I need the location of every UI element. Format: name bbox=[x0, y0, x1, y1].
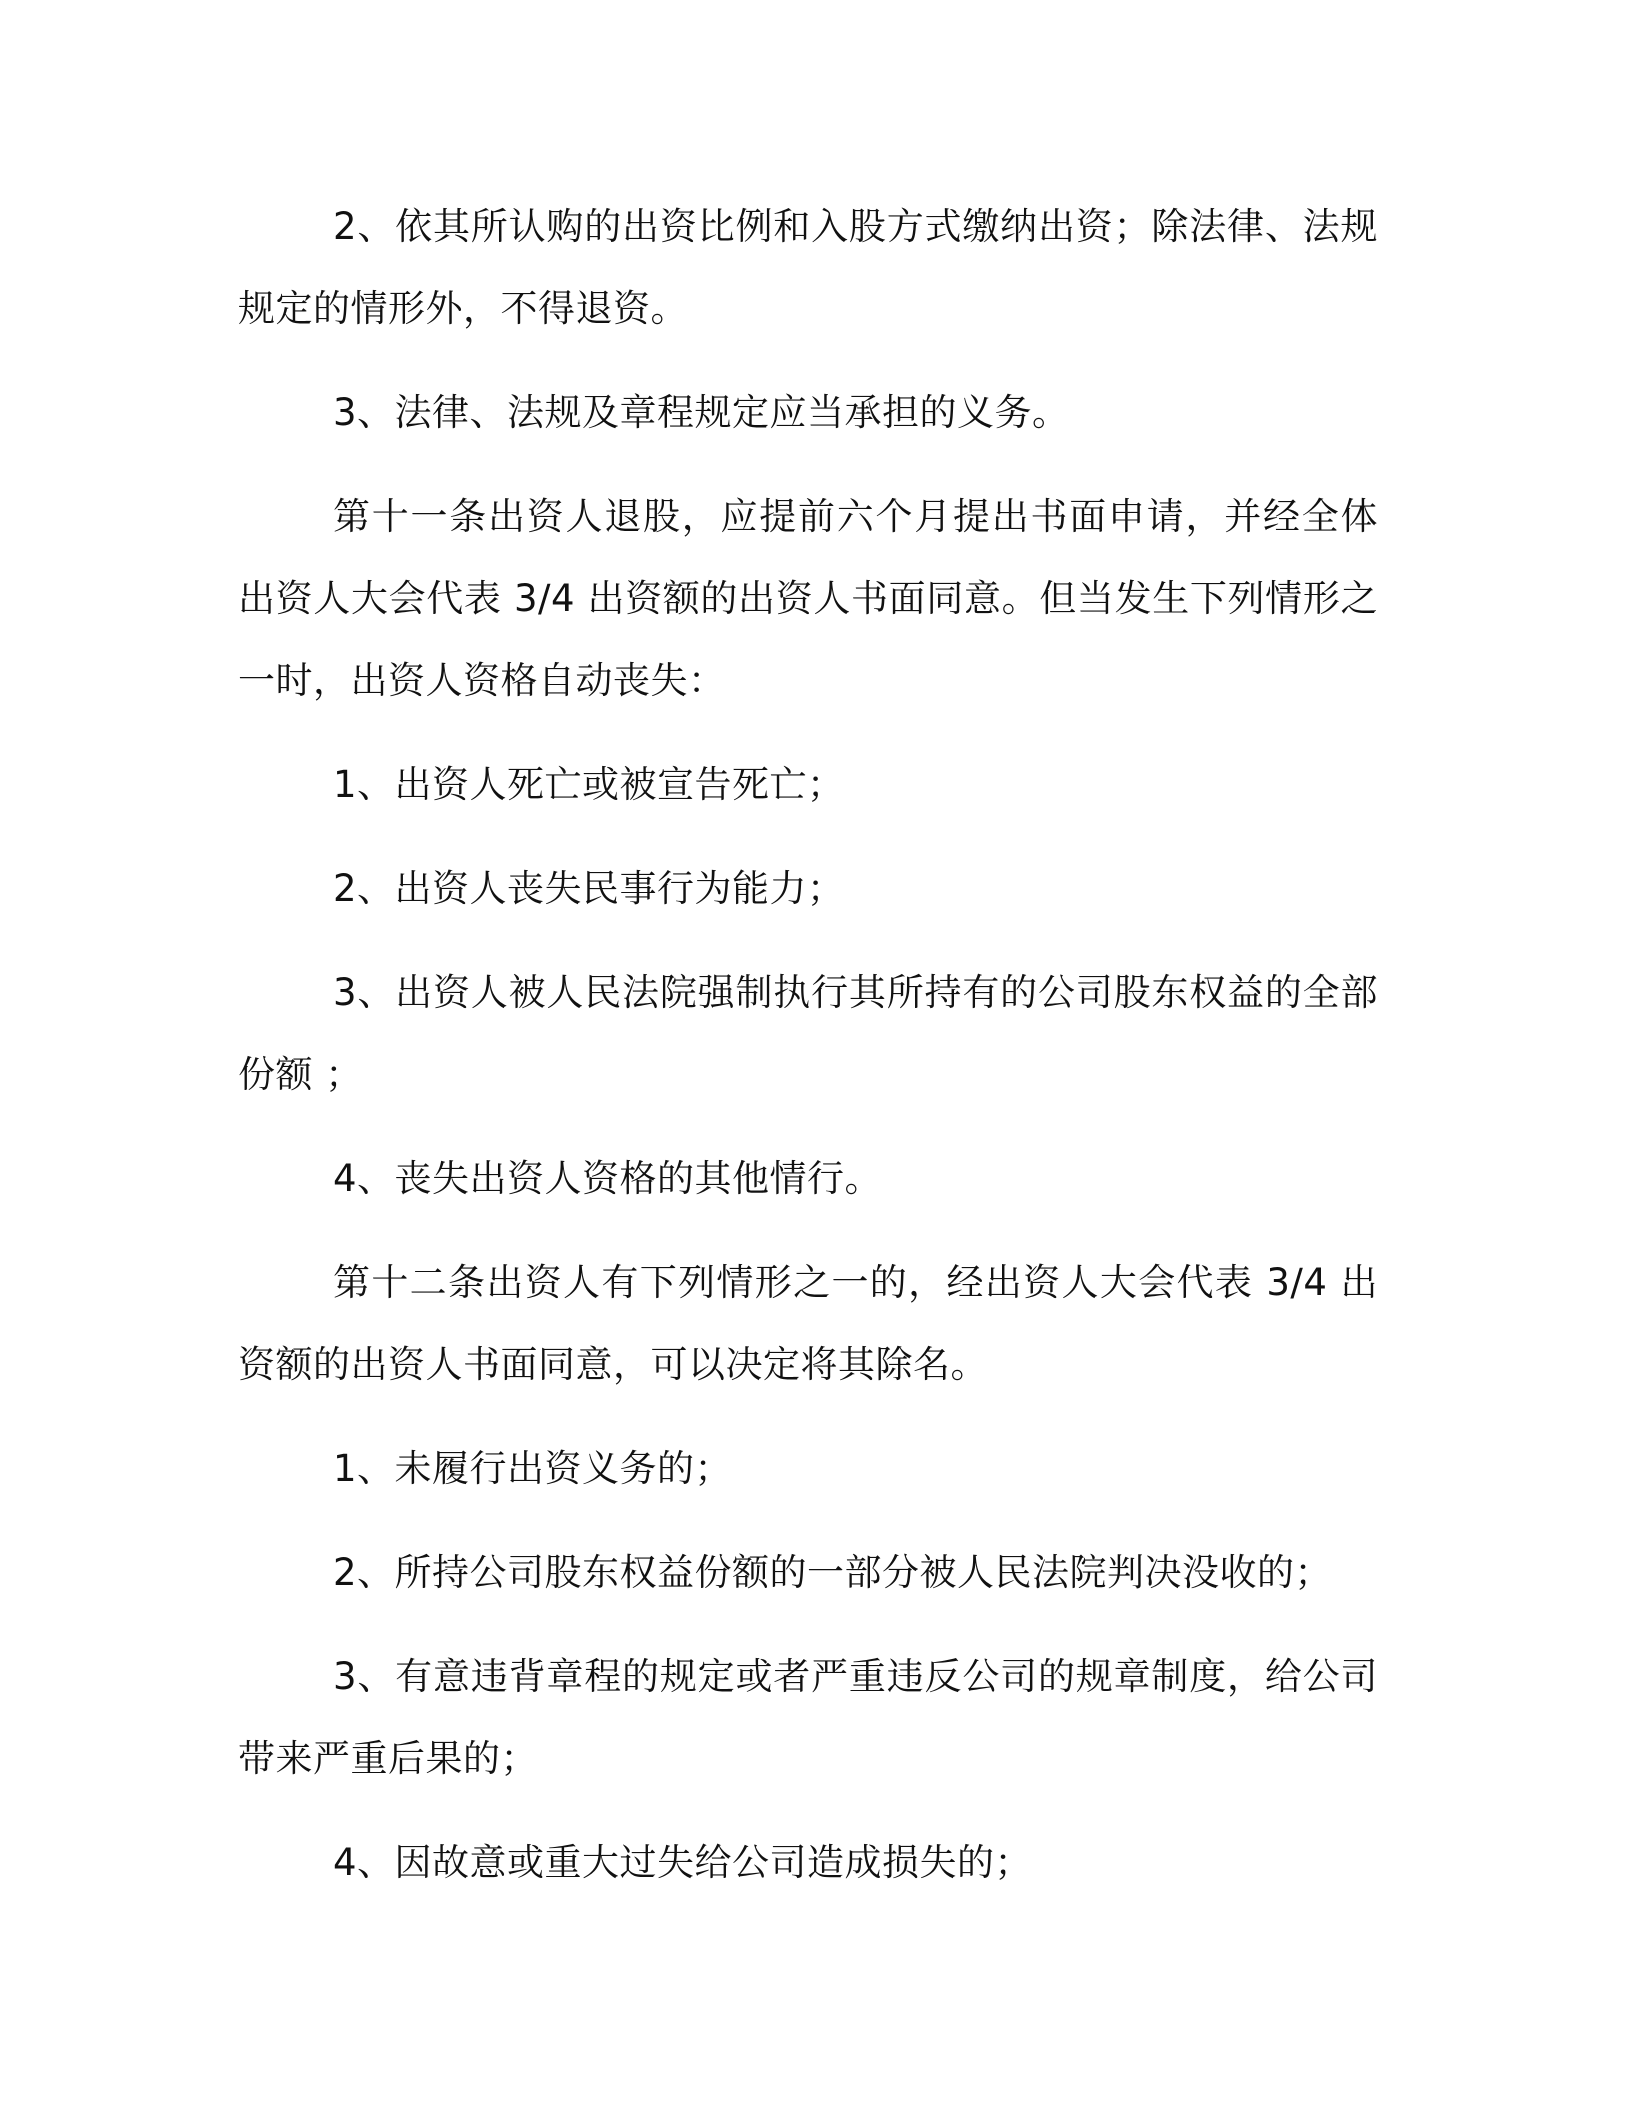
paragraph-obligation-2: 2、依其所认购的出资比例和入股方式缴纳出资；除法律、法规规定的情形外，不得退资。 bbox=[238, 205, 1378, 330]
paragraph-article-12-item-1: 1、未履行出资义务的； bbox=[333, 1447, 733, 1490]
paragraph-article-12-item-3: 3、有意违背章程的规定或者严重违反公司的规章制度，给公司带来严重后果的； bbox=[238, 1655, 1378, 1780]
paragraph-article-12: 第十二条出资人有下列情形之一的，经出资人大会代表 3/4 出资额的出资人书面同意，可以决定将其除名。 bbox=[238, 1261, 1378, 1386]
paragraph-article-11-item-2: 2、出资人丧失民事行为能力； bbox=[333, 867, 845, 910]
paragraph-article-12-item-2: 2、所持公司股东权益份额的一部分被人民法院判决没收的； bbox=[333, 1551, 1333, 1594]
paragraph-article-11-item-3: 3、出资人被人民法院强制执行其所持有的公司股东权益的全部份额 ； bbox=[238, 971, 1378, 1096]
paragraph-article-11: 第十一条出资人退股，应提前六个月提出书面申请，并经全体出资人大会代表 3/4 出资额的出资人书面同意。但当发生下列情形之一时，出资人资格自动丧失： bbox=[238, 495, 1378, 702]
paragraph-article-11-item-4: 4、丧失出资人资格的其他情行。 bbox=[333, 1157, 883, 1200]
document-body bbox=[238, 186, 1378, 1926]
paragraph-article-11-item-1: 1、出资人死亡或被宣告死亡； bbox=[333, 763, 845, 806]
paragraph-obligation-3: 3、法律、法规及章程规定应当承担的义务。 bbox=[333, 391, 1070, 434]
paragraph-article-12-item-4: 4、因故意或重大过失给公司造成损失的； bbox=[333, 1841, 1033, 1884]
